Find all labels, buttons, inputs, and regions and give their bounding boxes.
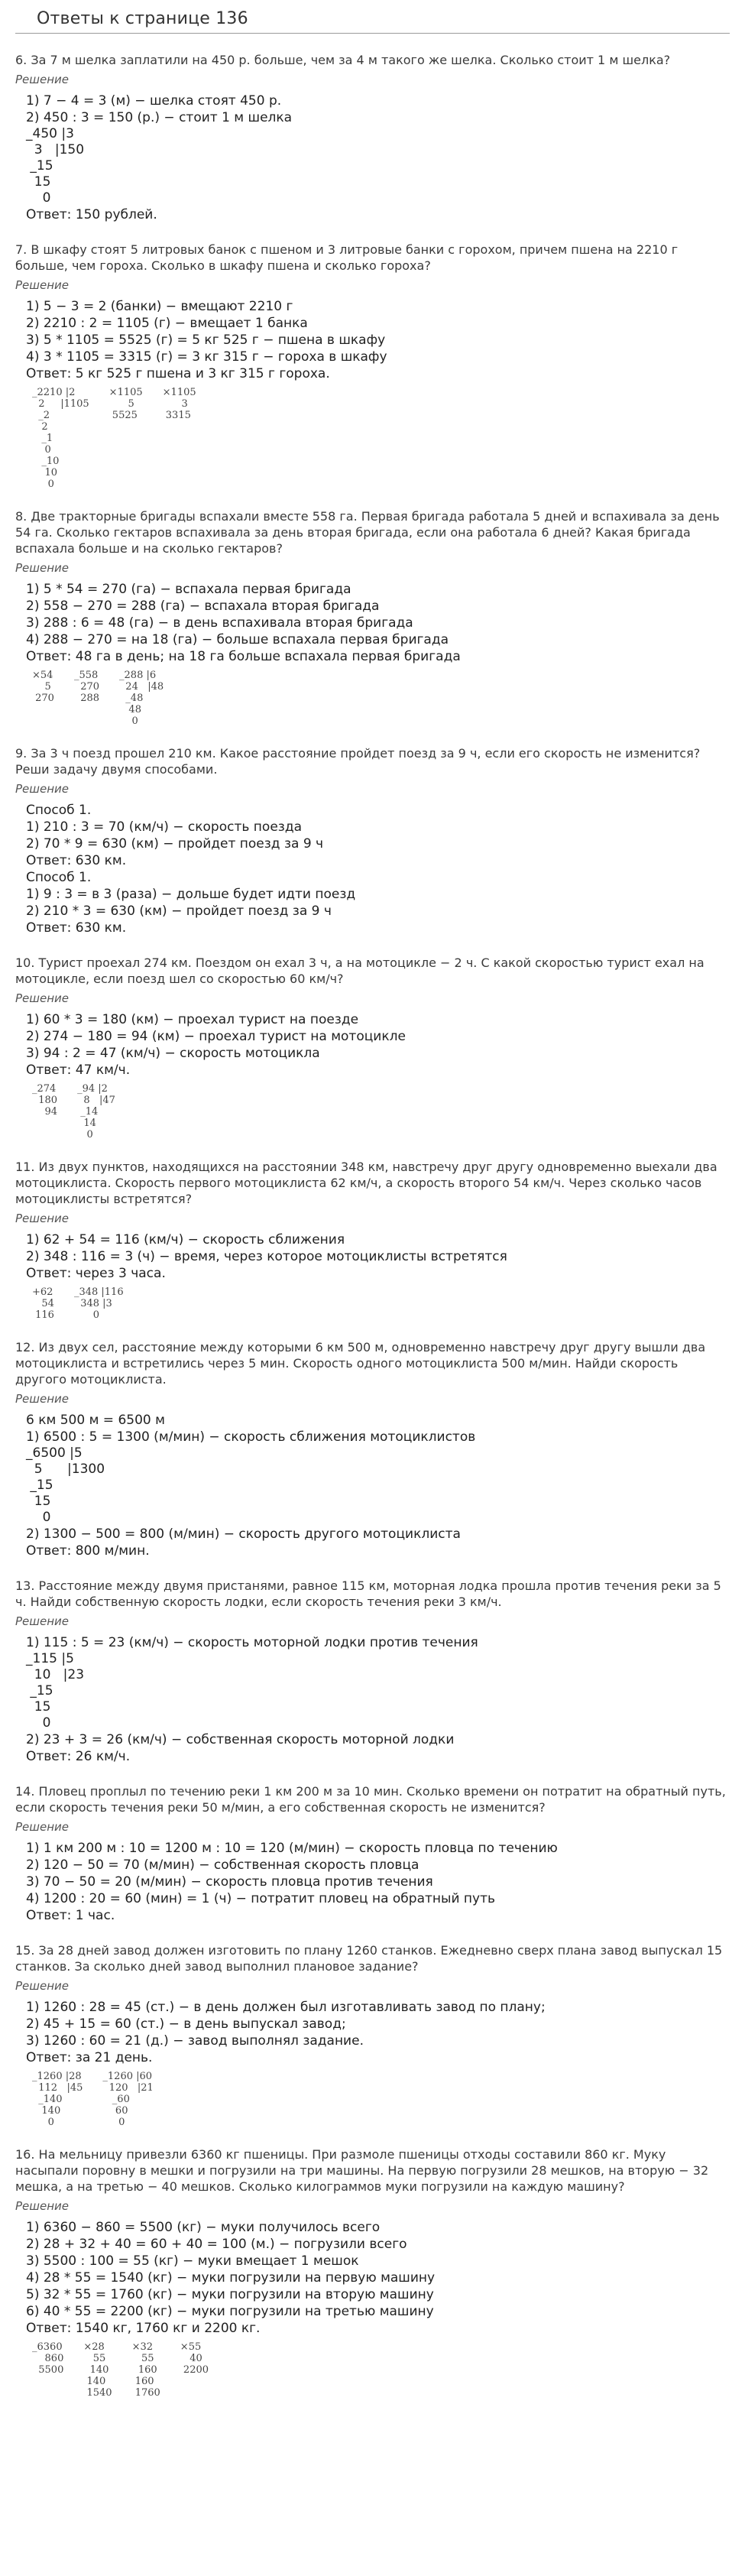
solution-line: 3) 288 : 6 = 48 (га) − в день вспахивала вторая бригада	[26, 615, 413, 631]
calculation: _2210 |2 2 |1105 _2 2 _1 0 _10 10 0	[32, 387, 89, 490]
solution-line: 1) 6500 : 5 = 1300 (м/мин) − скорость сближения мотоциклистов	[26, 1429, 476, 1445]
task-question: 7. В шкафу стоят 5 литровых банок с пшеном и 3 литровые банки с горохом, причем пшена на 2210 г больше, чем гороха. Сколько в шкафу пшена и сколько гороха?	[15, 242, 679, 273]
solution-line: 3) 1260 : 60 = 21 (д.) − завод выполнял задание.	[26, 2033, 364, 2049]
solution-label: Решение	[15, 1212, 70, 1225]
task-question: 9. За 3 ч поезд прошел 210 км. Какое расстояние пройдет поезд за 9 ч, если его скорость не изменится? Реши задачу двумя способами.	[15, 746, 701, 777]
solution-line: 1) 210 : 3 = 70 (км/ч) − скорость поезда	[26, 819, 302, 835]
calculation: _94 |2 8 |47 _14 14 0	[77, 1083, 115, 1140]
solution-label: Решение	[15, 782, 70, 796]
solution-line: 2) 558 − 270 = 288 (га) − вспахала вторая бригада	[26, 599, 380, 614]
solution-line: 1) 5 * 54 = 270 (га) − вспахала первая бригада	[26, 582, 351, 597]
task-block	[15, 1339, 730, 1559]
task-question: 13. Расстояние между двумя пристанями, равное 115 км, моторная лодка прошла против течения реки за 5 ч. Найди собственную скорость лодки, если скорость течения реки 3 км/ч.	[15, 1578, 721, 1609]
solution-line: 2) 28 + 32 + 40 = 60 + 40 = 100 (м.) − погрузили всего	[26, 2237, 407, 2252]
solution-lines	[26, 298, 730, 382]
column-calculations	[32, 1083, 730, 1140]
long-division	[26, 126, 730, 206]
solution-line: Ответ: 5 кг 525 г пшена и 3 кг 315 г гороха.	[26, 366, 330, 381]
solution-line: 1) 5 − 3 = 2 (банки) − вмещают 2210 г	[26, 299, 293, 314]
solution-line: 4) 288 − 270 = на 18 (га) − больше вспахала первая бригада	[26, 632, 449, 647]
solution-line: 5) 32 * 55 = 1760 (кг) − муки погрузили на вторую машину	[26, 2287, 434, 2302]
solution-line: 1) 9 : 3 = в 3 (раза) − дольше будет идти поезд	[26, 887, 356, 902]
calculation: _274 180 94	[32, 1083, 58, 1118]
solution-lines	[26, 1231, 730, 1282]
solution-line: 1) 6360 − 860 = 5500 (кг) − муки получилось всего	[26, 2220, 381, 2235]
solution-line: 1) 1 км 200 м : 10 = 1200 м : 10 = 120 (м/мин) − скорость пловца по течению	[26, 1841, 558, 1856]
tasks-container	[15, 52, 730, 2399]
calculation: ×1105 5 5525	[109, 387, 143, 421]
task-question: 11. Из двух пунктов, находящихся на расстоянии 348 км, навстречу друг другу одновременно выехали два мотоциклиста. Скорость первого мотоциклиста 62 км/ч, а скорость второго 54 км/ч. Через сколько часов мотоциклисты встретятся?	[15, 1160, 717, 1206]
solution-lines	[26, 1011, 730, 1079]
division-row: 15	[26, 1699, 51, 1715]
solution-lines	[26, 2219, 730, 2337]
solution-line: 6) 40 * 55 = 2200 (кг) − муки погрузили на третью машину	[26, 2304, 434, 2319]
division-row: _6500 |5	[26, 1445, 83, 1461]
solution-label: Решение	[15, 991, 70, 1005]
division-row: _15	[26, 158, 53, 174]
solution-line: 1) 62 + 54 = 116 (км/ч) − скорость сближения	[26, 1232, 345, 1247]
solution-line: 6 км 500 м = 6500 м	[26, 1413, 165, 1428]
solution-line: 4) 3 * 1105 = 3315 (г) = 3 кг 315 г − гороха в шкафу	[26, 349, 387, 365]
solution-label: Решение	[15, 1614, 70, 1628]
task-question: 16. На мельницу привезли 6360 кг пшеницы. При размоле пшеницы отходы составили 860 кг. Муку насыпали поровну в мешки и погрузили на три машины. На первую погрузили 28 мешков, на вторую − 32 мешка, а на третью − 40 мешков. Сколько килограммов муки погрузили на каждую машину?	[15, 2147, 709, 2194]
solution-lines-after	[26, 1526, 730, 1559]
solution-lines	[26, 802, 730, 936]
solution-label: Решение	[15, 73, 70, 86]
division-row: 10 |23	[26, 1667, 85, 1682]
calculation: _1260 |28 112 |45 _140 140 0	[32, 2071, 83, 2128]
task-question: 10. Турист проехал 274 км. Поездом он ехал 3 ч, а на мотоцикле − 2 ч. С какой скоростью турист ехал на мотоцикле, если поезд шел со скоростью 60 км/ч?	[15, 955, 705, 986]
solution-lines	[26, 1999, 730, 2066]
calculation: ×54 5 270	[32, 670, 54, 704]
task-question: 8. Две тракторные бригады вспахали вместе 558 га. Первая бригада работала 5 дней и вспахивала за день 54 га. Сколько гектаров вспахивала за день вторая бригада, если она работала 6 дней? Какая бригада вспахала больше и на сколько гектаров?	[15, 509, 720, 556]
solution-line: Ответ: 47 км/ч.	[26, 1063, 131, 1078]
solution-line: 3) 5500 : 100 = 55 (кг) − муки вмещает 1 мешок	[26, 2253, 359, 2269]
solution-label: Решение	[15, 1392, 70, 1406]
solution-line: 4) 1200 : 20 = 60 (мин) = 1 (ч) − потратит пловец на обратный путь	[26, 1891, 495, 1906]
long-division	[26, 1445, 730, 1526]
division-row: _115 |5	[26, 1651, 74, 1666]
task-block	[15, 1578, 730, 1765]
task-question: 15. За 28 дней завод должен изготовить по плану 1260 станков. Ежедневно сверх плана завод выпускал 15 станков. За сколько дней завод выполнил плановое задание?	[15, 1943, 723, 1974]
solution-line: Ответ: за 21 день.	[26, 2050, 153, 2065]
solution-label: Решение	[15, 1979, 70, 1993]
column-calculations	[32, 2341, 730, 2399]
task-question: 14. Пловец проплыл по течению реки 1 км 200 м за 10 мин. Сколько времени он потратит на обратный путь, если скорость течения реки 50 м/мин, а его собственная скорость не изменится?	[15, 1784, 726, 1815]
column-calculations	[32, 387, 730, 490]
solution-line: 2) 450 : 3 = 150 (р.) − стоит 1 м шелка	[26, 110, 293, 125]
calculation: _288 |6 24 |48 _48 48 0	[119, 670, 164, 727]
solution-label: Решение	[15, 561, 70, 575]
division-row: 15	[26, 174, 51, 190]
solution-line: 2) 274 − 180 = 94 (км) − проехал турист на мотоцикле	[26, 1029, 406, 1044]
calculation: +62 54 116	[32, 1286, 54, 1321]
solution-line: 2) 210 * 3 = 630 (км) − пройдет поезд за 9 ч	[26, 904, 332, 919]
solution-line: Ответ: 150 рублей.	[26, 207, 157, 222]
task-block	[15, 52, 730, 223]
division-row: _450 |3	[26, 126, 74, 141]
calculation: ×1105 3 3315	[162, 387, 196, 421]
calculation: _348 |116 348 |3 0	[73, 1286, 124, 1321]
solution-lines	[26, 1412, 730, 1445]
solution-label: Решение	[15, 2199, 70, 2213]
solution-line: 2) 23 + 3 = 26 (км/ч) − собственная скорость моторной лодки	[26, 1732, 455, 1747]
task-block	[15, 1783, 730, 1924]
calculation: _1260 |60 120 |21 _60 60 0	[102, 2071, 154, 2128]
calculation: _6360 860 5500	[32, 2341, 64, 2376]
calculation: ×32 55 160 160 1760	[131, 2341, 160, 2399]
task-block	[15, 242, 730, 490]
task-block	[15, 1942, 730, 2128]
division-row: 0	[26, 1715, 51, 1731]
solution-label: Решение	[15, 1820, 70, 1834]
solution-line: 2) 1300 − 500 = 800 (м/мин) − скорость другого мотоциклиста	[26, 1526, 461, 1542]
solution-line: 2) 2210 : 2 = 1105 (г) − вмещает 1 банка	[26, 316, 308, 331]
solution-line: 3) 94 : 2 = 47 (км/ч) − скорость мотоцикла	[26, 1046, 320, 1061]
solution-line: 1) 7 − 4 = 3 (м) − шелка стоят 450 р.	[26, 93, 282, 109]
solution-line: Ответ: через 3 часа.	[26, 1266, 166, 1281]
solution-line: 1) 115 : 5 = 23 (км/ч) − скорость моторной лодки против течения	[26, 1635, 478, 1650]
solution-lines	[26, 1840, 730, 1924]
solution-lines	[26, 92, 730, 126]
solution-line: Ответ: 800 м/мин.	[26, 1543, 150, 1559]
solution-line: Ответ: 1 час.	[26, 1908, 115, 1923]
task-block	[15, 1159, 730, 1321]
division-row: 0	[26, 1510, 51, 1525]
division-row: 15	[26, 1494, 51, 1509]
division-row: 5 |1300	[26, 1462, 105, 1477]
long-division	[26, 1651, 730, 1731]
solution-label: Решение	[15, 278, 70, 292]
column-calculations	[32, 1286, 730, 1321]
task-block	[15, 508, 730, 727]
solution-line: Ответ: 26 км/ч.	[26, 1749, 131, 1764]
page-header	[15, 0, 730, 34]
division-row: 3 |150	[26, 142, 85, 157]
page-title: Ответы к странице 136	[37, 9, 248, 28]
solution-line: 1) 1260 : 28 = 45 (ст.) − в день должен был изготавливать завод по плану;	[26, 2000, 546, 2015]
solution-line: 2) 45 + 15 = 60 (ст.) − в день выпускал завод;	[26, 2016, 346, 2032]
calculation: ×55 40 2200	[180, 2341, 209, 2376]
task-block	[15, 745, 730, 936]
solution-lines	[26, 581, 730, 665]
solution-lines	[26, 1634, 730, 1651]
solution-line: Ответ: 630 км.	[26, 920, 127, 936]
solution-line: Способ 1.	[26, 870, 92, 885]
division-row: 0	[26, 190, 51, 206]
solution-lines-after	[26, 206, 730, 223]
task-question: 6. За 7 м шелка заплатили на 450 р. больше, чем за 4 м такого же шелка. Сколько стоит 1 м шелка?	[15, 53, 671, 67]
solution-line: 3) 5 * 1105 = 5525 (г) = 5 кг 525 г − пшена в шкафу	[26, 333, 386, 348]
solution-line: 1) 60 * 3 = 180 (км) − проехал турист на поезде	[26, 1012, 359, 1027]
solution-line: 4) 28 * 55 = 1540 (кг) − муки погрузили на первую машину	[26, 2270, 436, 2286]
solution-line: 2) 348 : 116 = 3 (ч) − время, через которое мотоциклисты встретятся	[26, 1249, 507, 1264]
solution-line: Ответ: 630 км.	[26, 853, 127, 868]
solution-lines-after	[26, 1731, 730, 1765]
solution-line: Ответ: 48 га в день; на 18 га больше вспахала первая бригада	[26, 649, 461, 664]
solution-line: 2) 70 * 9 = 630 (км) − пройдет поезд за 9 ч	[26, 836, 324, 852]
column-calculations	[32, 670, 730, 727]
calculation: ×28 55 140 140 1540	[83, 2341, 112, 2399]
task-block	[15, 2146, 730, 2399]
division-row: _15	[26, 1478, 53, 1493]
task-block	[15, 955, 730, 1140]
division-row: _15	[26, 1683, 53, 1698]
calculation: _558 270 288	[73, 670, 100, 704]
solution-line: 3) 70 − 50 = 20 (м/мин) − скорость пловца против течения	[26, 1874, 433, 1890]
solution-line: Способ 1.	[26, 803, 92, 818]
solution-line: Ответ: 1540 кг, 1760 кг и 2200 кг.	[26, 2321, 261, 2336]
column-calculations	[32, 2071, 730, 2128]
task-question: 12. Из двух сел, расстояние между которыми 6 км 500 м, одновременно навстречу друг другу вышли два мотоциклиста и встретились через 5 мин. Скорость одного мотоциклиста 500 м/мин. Найди скорость другого мотоциклиста.	[15, 1340, 706, 1387]
solution-line: 2) 120 − 50 = 70 (м/мин) − собственная скорость пловца	[26, 1857, 419, 1873]
